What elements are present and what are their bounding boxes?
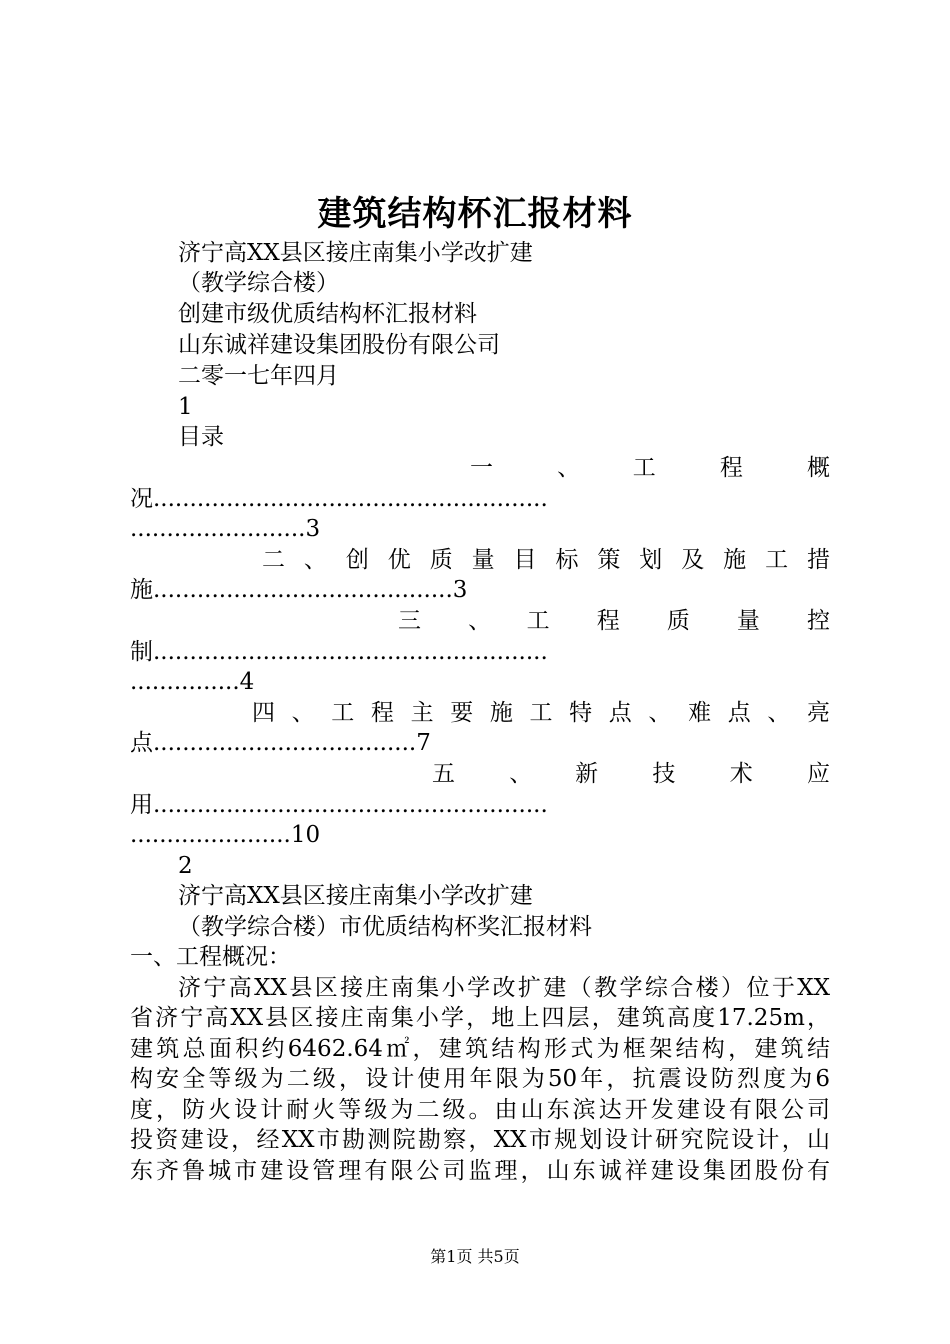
page-footer: 第1页 共5页	[430, 1247, 520, 1266]
paragraph-line-4: 构安全等级为二级，设计使用年限为50年，抗震设防烈度为6	[130, 1066, 830, 1092]
paragraph-line-3: 建筑总面积约6462.64㎡，建筑结构形式为框架结构，建筑结	[130, 1036, 830, 1062]
section-project-name: 济宁高XX县区接庄南集小学改扩建	[178, 883, 533, 909]
cover-building-name: （教学综合楼）	[178, 270, 339, 296]
toc-item-2-title: 二 、 创 优 质 量 目 标 策 划 及 施 工 措	[262, 547, 830, 573]
toc-item-3-leader: 制......................................................	[130, 639, 548, 665]
section-report-title: （教学综合楼）市优质结构杯奖汇报材料	[178, 914, 592, 940]
paragraph-line-7: 东齐鲁城市建设管理有限公司监理，山东诚祥建设集团股份有	[130, 1158, 830, 1184]
cover-project-name: 济宁高XX县区接庄南集小学改扩建	[178, 240, 533, 266]
toc-item-4-title: 四 、 工 程 主 要 施 工 特 点 、 难 点 、 亮	[252, 700, 830, 726]
toc-item-5-page: ......................10	[130, 822, 321, 848]
toc-heading: 目录	[178, 424, 224, 450]
cover-report-title: 创建市级优质结构杯汇报材料	[178, 301, 477, 327]
cover-date: 二零一七年四月	[178, 363, 339, 389]
toc-item-3-page: ...............4	[130, 669, 255, 695]
toc-item-3-title: 三 、 工 程 质 量 控	[398, 608, 830, 634]
toc-item-5-title: 五 、 新 技 术 应	[432, 761, 830, 787]
cover-company: 山东诚祥建设集团股份有限公司	[178, 332, 500, 358]
toc-item-4-leader: 点....................................7	[130, 730, 431, 756]
toc-item-1-leader: 况......................................................	[130, 486, 548, 512]
section-heading: 一、工程概况：	[130, 944, 291, 970]
paragraph-line-5: 度，防火设计耐火等级为二级。由山东滨达开发建设有限公司	[130, 1097, 830, 1123]
paragraph-line-6: 投资建设，经XX市勘测院勘察，XX市规划设计研究院设计，山	[130, 1127, 830, 1153]
page-mark-2: 2	[178, 853, 193, 879]
paragraph-line-1: 济宁高XX县区接庄南集小学改扩建（教学综合楼）位于XX	[178, 975, 830, 1001]
toc-item-5-leader: 用......................................................	[130, 792, 548, 818]
paragraph-line-2: 省济宁高XX县区接庄南集小学，地上四层，建筑高度17.25m，	[130, 1005, 830, 1031]
toc-item-2-leader: 施.........................................3	[130, 577, 468, 603]
toc-item-1-page: ........................3	[130, 516, 321, 542]
toc-item-1-title: 一 、 工 程 概	[470, 455, 830, 481]
page-mark-1: 1	[178, 394, 193, 420]
document-title: 建筑结构杯汇报材料	[317, 194, 633, 234]
